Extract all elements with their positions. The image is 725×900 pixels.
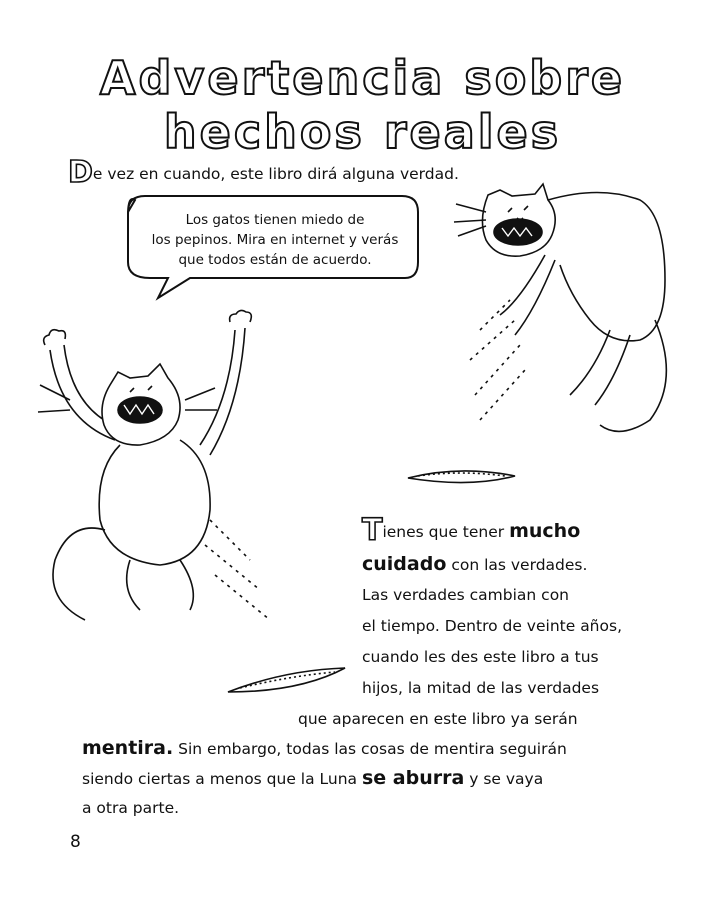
emphasis-cuidado: cuidado	[362, 553, 447, 575]
bubble-line: Los gatos tienen miedo de	[185, 212, 365, 228]
text: con las verdades.	[446, 556, 588, 574]
paragraph-line	[362, 513, 581, 548]
paragraph-line: a otra parte.	[82, 799, 180, 817]
paragraph-line: que aparecen en este libro ya serán	[298, 710, 578, 728]
paragraph-line: Las verdades cambian con	[362, 586, 570, 604]
paragraph-line: cuando les des este libro a tus	[362, 648, 599, 666]
emphasis-se-aburra: se aburra	[361, 767, 465, 789]
page-title-line-2: hechos reales	[163, 105, 562, 159]
paragraph-line	[362, 553, 587, 576]
jumping-cat-right-illustration	[454, 184, 666, 431]
paragraph-line: el tiempo. Dentro de veinte años,	[362, 617, 622, 635]
cucumber-illustration	[408, 471, 515, 483]
page-number: 8	[70, 832, 81, 852]
paragraph-line	[82, 737, 567, 760]
text: siendo ciertas a menos que la Luna	[82, 770, 362, 788]
cucumber-illustration	[228, 668, 345, 692]
paragraph-line: hijos, la mitad de las verdades	[362, 679, 600, 697]
bubble-line: que todos están de acuerdo.	[178, 252, 372, 268]
text: ienes que tener	[382, 523, 510, 541]
emphasis-mentira: mentira.	[82, 737, 174, 759]
speech-bubble-text	[150, 210, 400, 270]
paragraph-dropcap: T	[362, 513, 383, 548]
text: y se vaya	[464, 770, 544, 788]
text: Sin embargo, todas las cosas de mentira seguirán	[173, 740, 567, 758]
bubble-line: los pepinos. Mira en internet y verás	[151, 232, 399, 248]
paragraph-line	[82, 767, 543, 790]
emphasis-mucho: mucho	[509, 520, 581, 542]
jumping-cat-left-illustration	[38, 310, 270, 620]
page-title-line-1: Advertencia sobre	[99, 51, 626, 105]
intro-dropcap: D	[68, 155, 93, 190]
intro-text: e vez en cuando, este libro dirá alguna verdad.	[92, 165, 459, 183]
